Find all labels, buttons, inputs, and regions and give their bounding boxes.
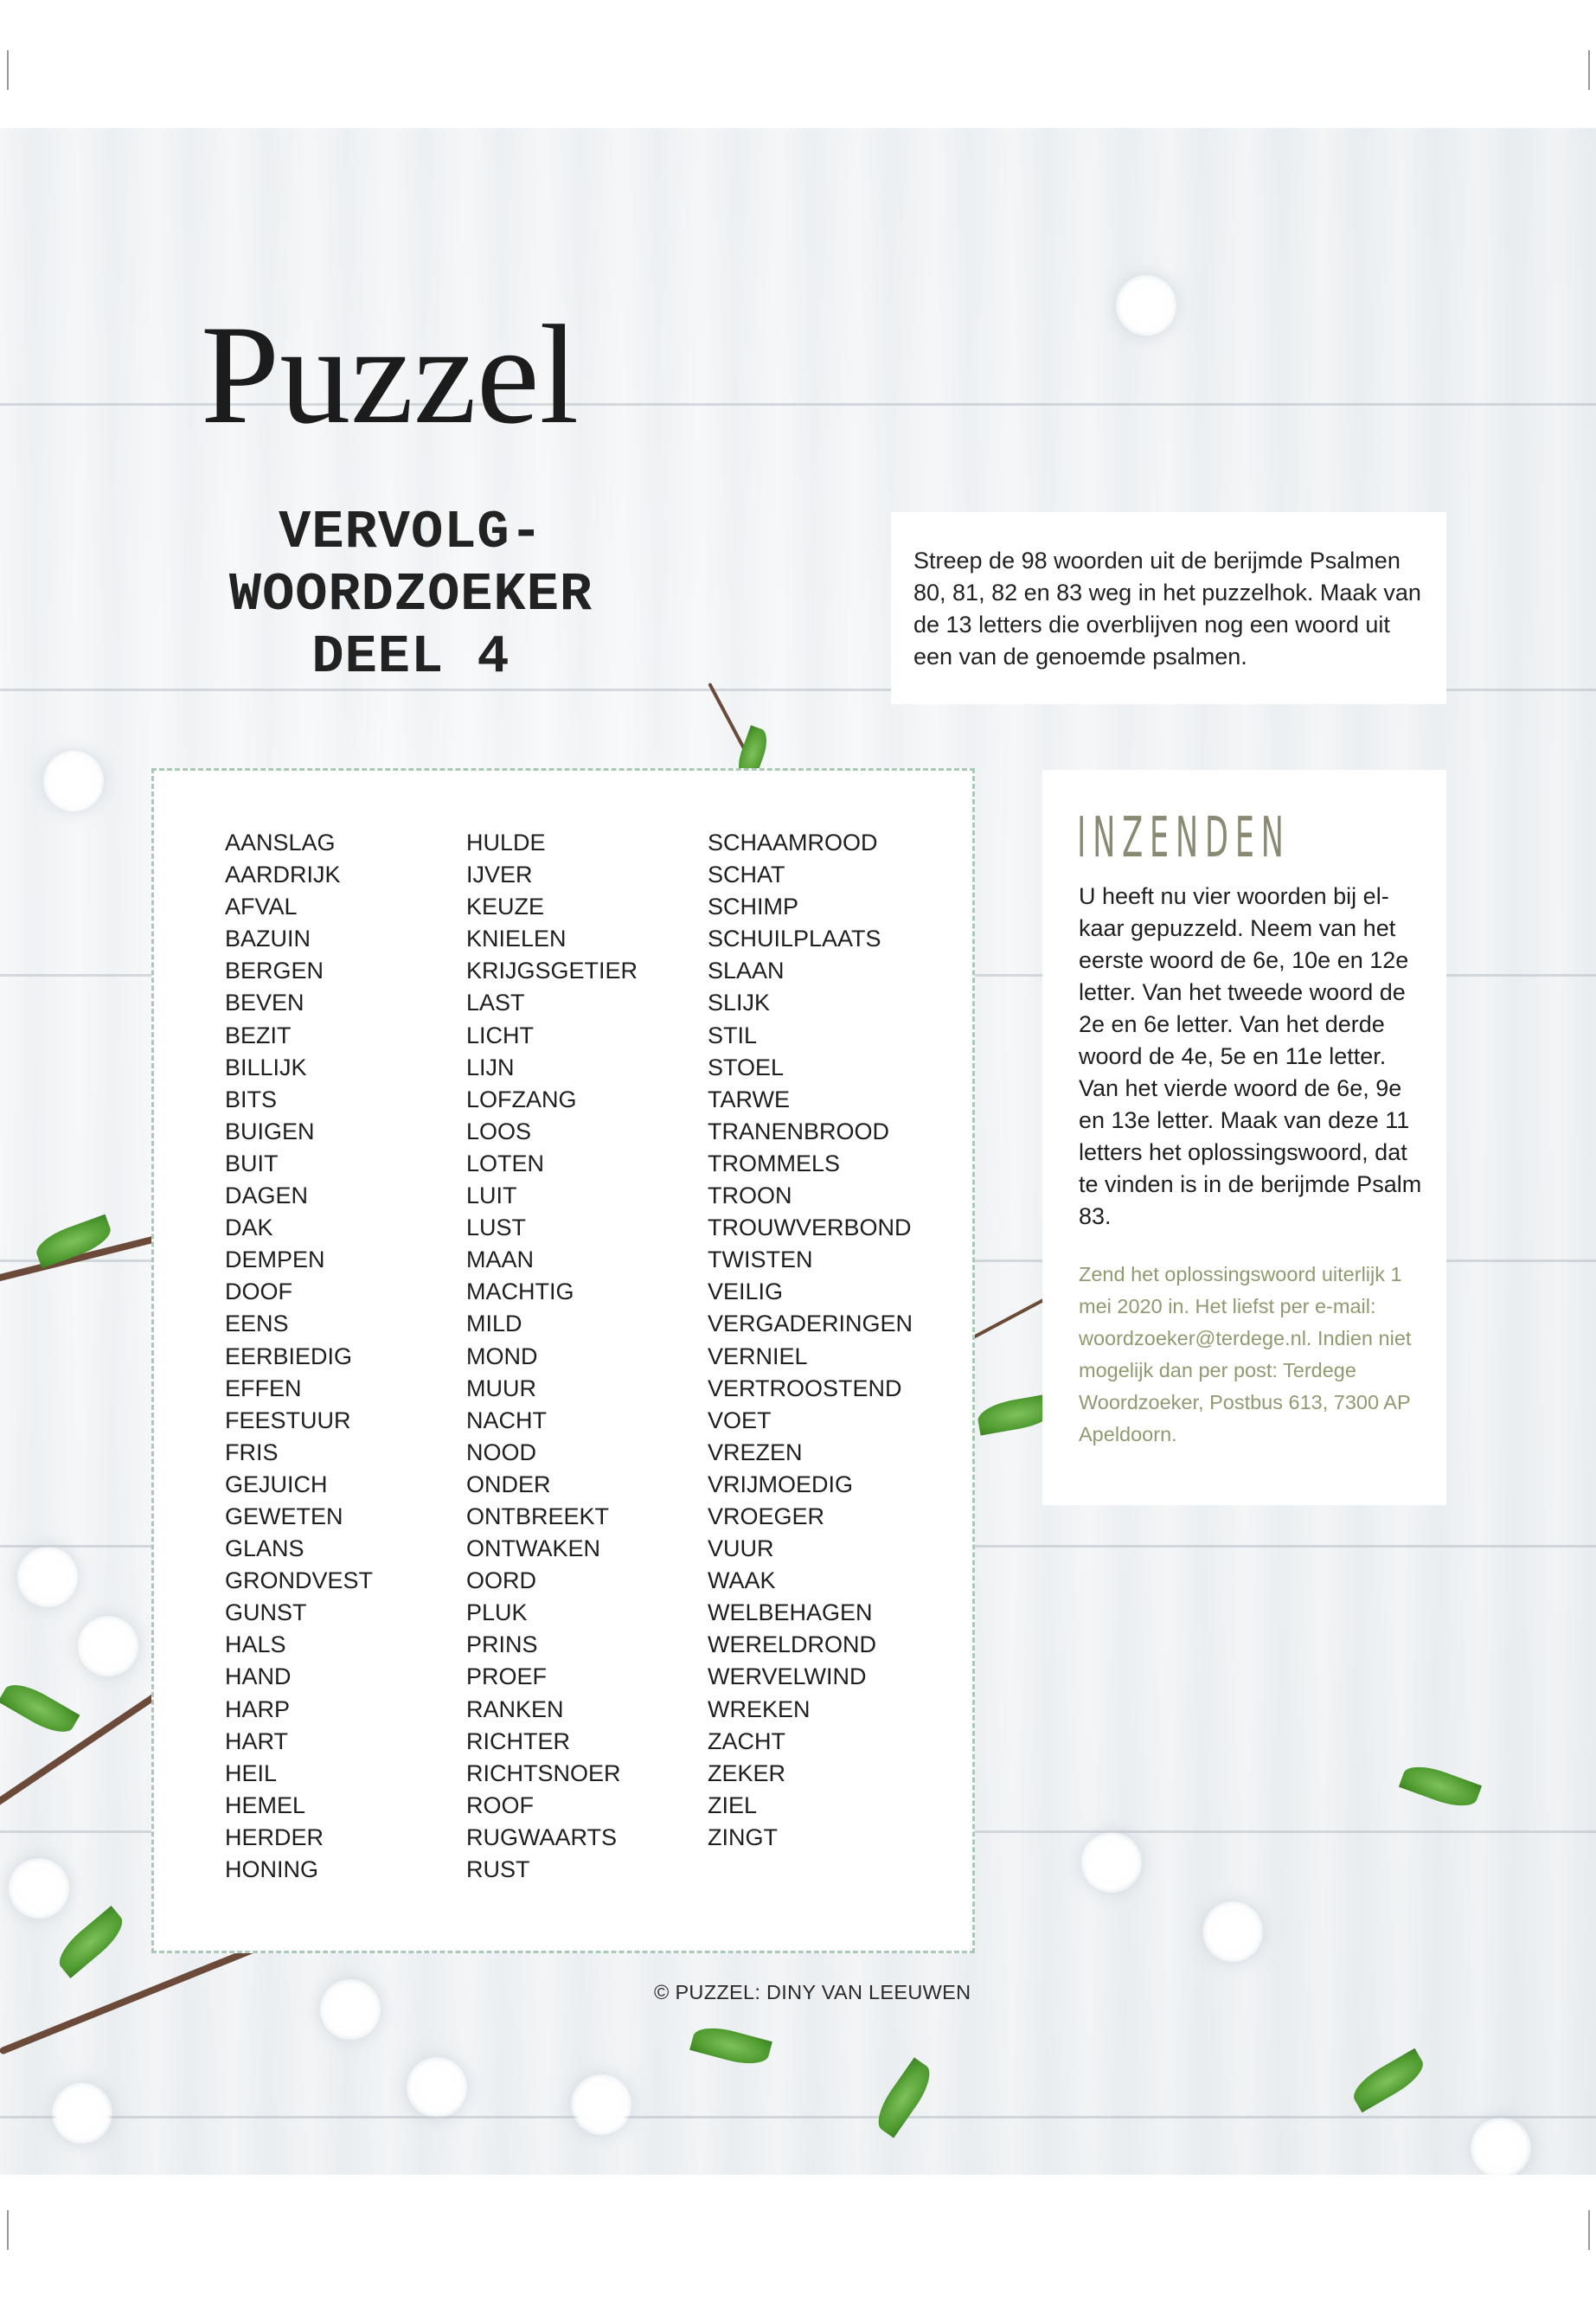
word-item: WAAK (708, 1567, 776, 1594)
word-item: BAZUIN (225, 926, 311, 952)
word-item: WERELDROND (708, 1631, 877, 1658)
word-item: WELBEHAGEN (708, 1599, 873, 1626)
subtitle-line: DEEL 4 (311, 626, 510, 688)
blossom (1116, 275, 1176, 336)
word-item: GEJUICH (225, 1471, 328, 1497)
word-item: MAAN (466, 1247, 535, 1273)
subtitle-line: VERVOLG- (279, 502, 543, 563)
word-item: VERGADERINGEN (708, 1311, 913, 1337)
puzzle-credit: © PUZZEL: DINY VAN LEEUWEN (654, 1981, 971, 2003)
word-item: SLIJK (708, 990, 771, 1016)
word-item: EERBIEDIG (225, 1343, 353, 1369)
word-item: VERTROOSTEND (708, 1375, 902, 1401)
crop-mark-bottom-left (7, 2210, 9, 2250)
blossom (52, 2083, 112, 2144)
word-column (708, 827, 913, 1854)
word-item: RICHTER (466, 1727, 570, 1754)
crop-mark-bottom-right (1588, 2210, 1590, 2250)
blossom (320, 1979, 381, 2040)
word-item: GLANS (225, 1535, 304, 1562)
intro-box (891, 512, 1446, 704)
word-item: DAK (225, 1215, 273, 1241)
word-item: MUUR (466, 1375, 536, 1401)
word-item: EFFEN (225, 1375, 302, 1401)
word-item: SLAAN (708, 958, 785, 984)
send-box (1042, 770, 1446, 1505)
word-item: WERVELWIND (708, 1663, 867, 1690)
word-column (225, 827, 373, 1886)
word-item: HULDE (466, 830, 546, 856)
word-item: HERDER (225, 1823, 324, 1850)
word-item: HART (225, 1727, 289, 1754)
word-item: VREZEN (708, 1439, 803, 1465)
word-item: BEZIT (225, 1022, 292, 1048)
word-item: RUGWAARTS (466, 1823, 618, 1850)
word-item: KNIELEN (466, 926, 567, 952)
word-item: AANSLAG (225, 830, 336, 856)
word-item: DEMPEN (225, 1247, 325, 1273)
word-item: OORD (466, 1567, 536, 1594)
word-item: HARP (225, 1695, 291, 1722)
word-item: KRIJGSGETIER (466, 958, 638, 984)
blossom (78, 1616, 138, 1676)
word-item: RICHTSNOER (466, 1759, 621, 1786)
word-item: HAND (225, 1663, 292, 1690)
word-item: RUST (466, 1856, 530, 1882)
word-item: SCHAT (708, 862, 785, 888)
word-item: LUST (466, 1215, 527, 1241)
word-item: LOFZANG (466, 1086, 577, 1112)
word-item: SCHIMP (708, 894, 799, 920)
leaf (689, 2022, 772, 2070)
word-item: TARWE (708, 1086, 791, 1112)
word-item: BERGEN (225, 958, 324, 984)
word-item: MACHTIG (466, 1279, 574, 1305)
leaf (1348, 2048, 1430, 2112)
word-item: GRONDVEST (225, 1567, 374, 1594)
word-item: SCHAAMROOD (708, 830, 878, 856)
blossom (407, 2057, 467, 2118)
blossom (1081, 1832, 1142, 1893)
word-item: TWISTEN (708, 1247, 813, 1273)
word-item: VUUR (708, 1535, 774, 1562)
leaf (0, 1676, 80, 1740)
word-item: VEILIG (708, 1279, 784, 1305)
word-item: LUIT (466, 1183, 517, 1209)
send-heading: INZENDEN (1077, 806, 1291, 870)
blossom (43, 751, 104, 811)
leaf (52, 1906, 131, 1978)
send-instructions: U heeft nu vier woorden bij el-kaar gepuzzeld. Neem van het eerste woord de 6e, 10e en 12e letter. Van het tweede woord de 2e en 6e letter. Van het derde woord de 4e, 5e en 11e letter. Van het vierde woord de 6e, 9e en 13e letter. Maak van deze 11 letters het oplossingswoord, dat te vinden is in de berijmde Psalm 83. (1079, 883, 1422, 1229)
word-item: DOOF (225, 1279, 292, 1305)
blossom (1471, 2118, 1531, 2175)
word-item: PRINS (466, 1631, 538, 1658)
word-item: HALS (225, 1631, 286, 1658)
word-item: LICHT (466, 1022, 535, 1048)
blossom (17, 1547, 78, 1607)
word-list-panel (151, 768, 975, 1953)
word-item: AARDRIJK (225, 862, 341, 888)
word-item: SCHUILPLAATS (708, 926, 881, 952)
word-item: WREKEN (708, 1695, 811, 1722)
word-item: ROOF (466, 1791, 534, 1818)
word-item: BUIT (225, 1150, 279, 1176)
word-item: ONTWAKEN (466, 1535, 600, 1562)
word-item: LAST (466, 990, 525, 1016)
send-note: Zend het oplossingswoord uiterlijk 1 mei 2020 in. Het liefst per e-mail: woordzoeker@terdege.nl. Indien niet mogelijk dan per post: Terdege Woordzoeker, Postbus 613, 7300 AP Apeldoorn. (1079, 1263, 1412, 1445)
blossom (1202, 1901, 1263, 1962)
puzzle-subtitle (190, 502, 631, 689)
word-item: EENS (225, 1311, 289, 1337)
word-item: PLUK (466, 1599, 528, 1626)
word-item: ZINGT (708, 1823, 778, 1850)
word-item: STOEL (708, 1054, 785, 1080)
subtitle-line: WOORDZOEKER (228, 564, 593, 625)
word-item: FEESTUUR (225, 1407, 351, 1433)
word-item: ZIEL (708, 1791, 758, 1818)
word-item: BILLIJK (225, 1054, 307, 1080)
word-item: VOET (708, 1407, 772, 1433)
word-item: TROUWVERBOND (708, 1215, 912, 1241)
word-item: TRANENBROOD (708, 1118, 890, 1144)
intro-text: Streep de 98 woorden uit de berijmde Psalmen 80, 81, 82 en 83 weg in het puzzelhok. Maak van de 13 letters die overblijven nog een woord uit een van de genoemde psalmen. (913, 548, 1421, 670)
leaf (869, 2057, 938, 2138)
word-item: VERNIEL (708, 1343, 808, 1369)
word-item: GEWETEN (225, 1503, 343, 1529)
word-item: RANKEN (466, 1695, 564, 1722)
word-item: DAGEN (225, 1183, 309, 1209)
word-item: FRIS (225, 1439, 279, 1465)
blossom (9, 1858, 69, 1919)
word-item: HEIL (225, 1759, 278, 1786)
word-column (466, 827, 638, 1886)
word-item: PROEF (466, 1663, 548, 1690)
word-item: NACHT (466, 1407, 547, 1433)
word-item: GUNST (225, 1599, 307, 1626)
crop-mark-top-left (7, 50, 9, 90)
word-item: LIJN (466, 1054, 515, 1080)
crop-mark-top-right (1588, 50, 1590, 90)
word-item: HONING (225, 1856, 318, 1882)
word-item: BITS (225, 1086, 278, 1112)
word-item: ONTBREEKT (466, 1503, 610, 1529)
word-item: LOOS (466, 1118, 532, 1144)
blossom (571, 2074, 631, 2135)
word-item: VRIJMOEDIG (708, 1471, 854, 1497)
word-item: TROMMELS (708, 1150, 841, 1176)
word-item: BEVEN (225, 990, 304, 1016)
word-item: MILD (466, 1311, 522, 1337)
word-item: STIL (708, 1022, 758, 1048)
word-item: LOTEN (466, 1150, 545, 1176)
word-item: MOND (466, 1343, 538, 1369)
page-title: Puzzel (201, 297, 580, 453)
word-item: ZEKER (708, 1759, 786, 1786)
word-item: BUIGEN (225, 1118, 315, 1144)
word-item: ONDER (466, 1471, 551, 1497)
word-item: HEMEL (225, 1791, 306, 1818)
word-item: VROEGER (708, 1503, 825, 1529)
word-item: ZACHT (708, 1727, 785, 1754)
leaf (1399, 1759, 1482, 1814)
word-item: TROON (708, 1183, 792, 1209)
word-item: IJVER (466, 862, 533, 888)
word-item: KEUZE (466, 894, 545, 920)
word-item: AFVAL (225, 894, 298, 920)
word-item: NOOD (466, 1439, 536, 1465)
